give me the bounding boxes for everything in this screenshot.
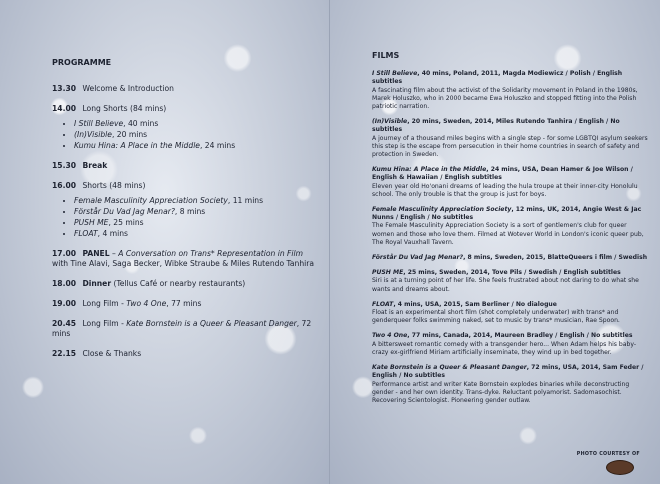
slot-title: Two 4 One [126,299,167,308]
film-description: The Female Masculinity Appreciation Society is a sort of gentlemen's club for queer women and those who love them. Filmed at Wotever World in London's iconic queer pub, The Royal Vauxhall Tavern. [372,222,644,246]
slot-1400 [52,104,320,151]
slot-time: 22.15 [52,349,77,358]
film-description: A fascinating film about the activist of the Solidarity movement in Poland in the 1980s, Marek Holuszko, who in 2000 became Ewa Holuszko and stopped fitting into the Polish patriotic narration. [372,86,638,111]
slot-time: 13.30 [52,84,77,93]
slot-2045: 20.45 Long Film - Kate Bornstein is a Queer & Pleasant Danger, 72 mins [52,319,312,338]
list-item [74,196,320,206]
slot-title: Shorts (48 mins) [82,181,146,190]
film-meta: , 8 mins, Sweden, 2015, BlatteQueers i film / Swedish [463,254,648,262]
film-meta: , 25 mins, Sweden, 2014, Tove Pils / Swedish / English subtitles [403,269,621,277]
film-length: , 11 mins [227,196,264,205]
slot-1600 [52,181,320,239]
slot-title: Long Shorts (84 mins) [82,104,167,113]
film-title: PUSH ME [372,269,404,277]
slot-title: Welcome & Introduction [82,84,174,93]
film-entry [372,70,648,111]
film-entry [372,166,648,199]
slot-time: 20.45 [52,319,77,328]
films-section [372,52,648,412]
film-title: Kate Bornstein is a Queer & Pleasant Danger [372,364,527,372]
film-title: Female Masculinity Appreciation Society [372,206,512,214]
film-entry [372,269,648,294]
film-length: , 40 mins [123,119,159,128]
film-length: , 25 mins [108,218,144,227]
slot-time: 14.00 [52,104,77,113]
list-item [74,119,320,129]
film-length: , 4 mins [97,229,128,238]
film-title: FLOAT [372,300,394,308]
film-title: I Still Believe [74,119,124,128]
film-list [52,119,320,151]
sponsor-logo [606,460,634,475]
film-title: FLOAT [74,229,98,238]
film-meta: , 40 mins, Poland, 2011, Magda Modiewicz / Polish / English subtitles [372,70,623,86]
slot-time: 19.00 [52,299,77,308]
film-entry [372,206,648,247]
film-description: A bittersweet romantic comedy with a transgender hero... When Adam helps his baby-crazy ex-girlfriend Miriam artificially inseminate, they wind up in bed together. [372,340,637,356]
film-entries [372,70,648,405]
slot-title: Break [82,161,108,170]
film-description: Siri is at a turning point of her life. She feels frustrated about not daring to do what she wants and dreams about. [372,277,639,293]
list-item [74,130,320,140]
film-meta: , 4 mins, USA, 2015, Sam Berliner / No dialogue [393,300,557,308]
programme-section [52,58,320,369]
film-list [52,196,320,239]
slot-prefix: PANEL [82,249,110,258]
slot-details: , 72 mins [52,319,312,338]
slot-1700: 17.00 PANEL – A Conversation on Trans* Representation in Film with Tine Alavi, Saga Becker, Wibke Straube & Miles Rutendo Tanhira [52,249,315,268]
list-item [74,141,320,151]
slot-time: 18.00 [52,279,77,288]
film-meta: , 12 mins, UK, 2014, Angie West & Jac Nunns / English / No subtitles [372,206,642,222]
film-length: , 20 mins [111,130,148,139]
slot-time: 17.00 [52,249,77,258]
film-length: , 24 mins [199,141,236,150]
film-entry [372,364,648,405]
film-title: PUSH ME [74,218,109,227]
slot-prefix: Dinner [82,279,112,288]
slot-time: 15.30 [52,161,77,170]
slot-title: A Conversation on Trans* Representation in Film [118,249,304,258]
film-title: (In)Visible [372,118,408,126]
film-meta: , 20 mins, Sweden, 2014, Miles Rutendo Tanhira / English / No subtitles [372,118,620,134]
slot-details: , 77 mins [166,299,202,308]
slot-prefix: Long Film [82,319,119,328]
film-meta: , 77 mins, Canada, 2014, Maureen Bradley / English / No subtitles [407,332,633,340]
film-entry [372,301,648,326]
film-title: Female Masculinity Appreciation Society [74,196,228,205]
film-meta: , 24 mins, USA, Dean Hamer & Joe Wilson / English & Hawaiian / English subtitles [372,166,633,182]
list-item [74,229,320,239]
film-title: Two 4 One [372,332,408,340]
film-title: Förstår Du Vad Jag Menar? [372,254,464,262]
film-title: I Still Believe [372,70,418,78]
film-title: Kumu Hina: A Place in the Middle [372,166,487,174]
programme-heading: PROGRAMME [52,58,112,67]
slot-prefix: Long Film [82,299,119,308]
slot-title: Close & Thanks [82,349,142,358]
film-description: Performance artist and writer Kate Bornstein explodes binaries while deconstructing gender - and her own identity. Trans-dyke. Reluctant polyamorist. Sadomasochist. Recovering Scientologist. Pioneering gender outlaw. [372,380,630,404]
slot-1900: 19.00 Long Film - Two 4 One, 77 mins [52,299,202,308]
slot-1530 [52,161,320,171]
list-item [74,207,320,217]
film-entry [372,254,648,262]
slot-details: (Tellus Café or nearby restaurants) [111,279,246,288]
film-description: Float is an experimental short film (shot completely underwater) with trans* and genderqueer folks swimming naked, set to music by trans* musician, Rae Spoon. [372,309,620,325]
films-heading: FILMS [372,51,400,60]
slot-details: with Tine Alavi, Saga Becker, Wibke Straube & Miles Rutendo Tanhira [52,259,315,268]
films-page [330,0,660,484]
film-meta: , 72 mins, USA, 2014, Sam Feder / English / No subtitles [372,364,644,380]
film-title: Förstår Du Vad Jag Menar? [74,207,175,216]
slot-time: 16.00 [52,181,77,190]
film-entry [372,332,648,357]
film-length: , 8 mins [174,207,206,216]
slot-1800 [52,279,320,289]
film-entry [372,118,648,159]
slot-title: Kate Bornstein is a Queer & Pleasant Danger [126,319,297,328]
list-item [74,218,320,228]
slot-2215 [52,349,320,359]
slot-1330 [52,84,320,94]
film-description: Eleven year old Ho'onani dreams of leading the hula troupe at their inner-city Honolulu school. The only trouble is that the group is just for boys. [372,182,638,198]
film-description: A journey of a thousand miles begins with a single step - for some LGBTQI asylum seekers this step is the escape from persecution in their home countries in search of safety and protection in Sweden. [372,134,648,159]
photo-credit: PHOTO COURTESY OF [576,452,640,457]
film-title: Kumu Hina: A Place in the Middle [74,141,200,150]
film-title: (In)Visible [74,130,112,139]
